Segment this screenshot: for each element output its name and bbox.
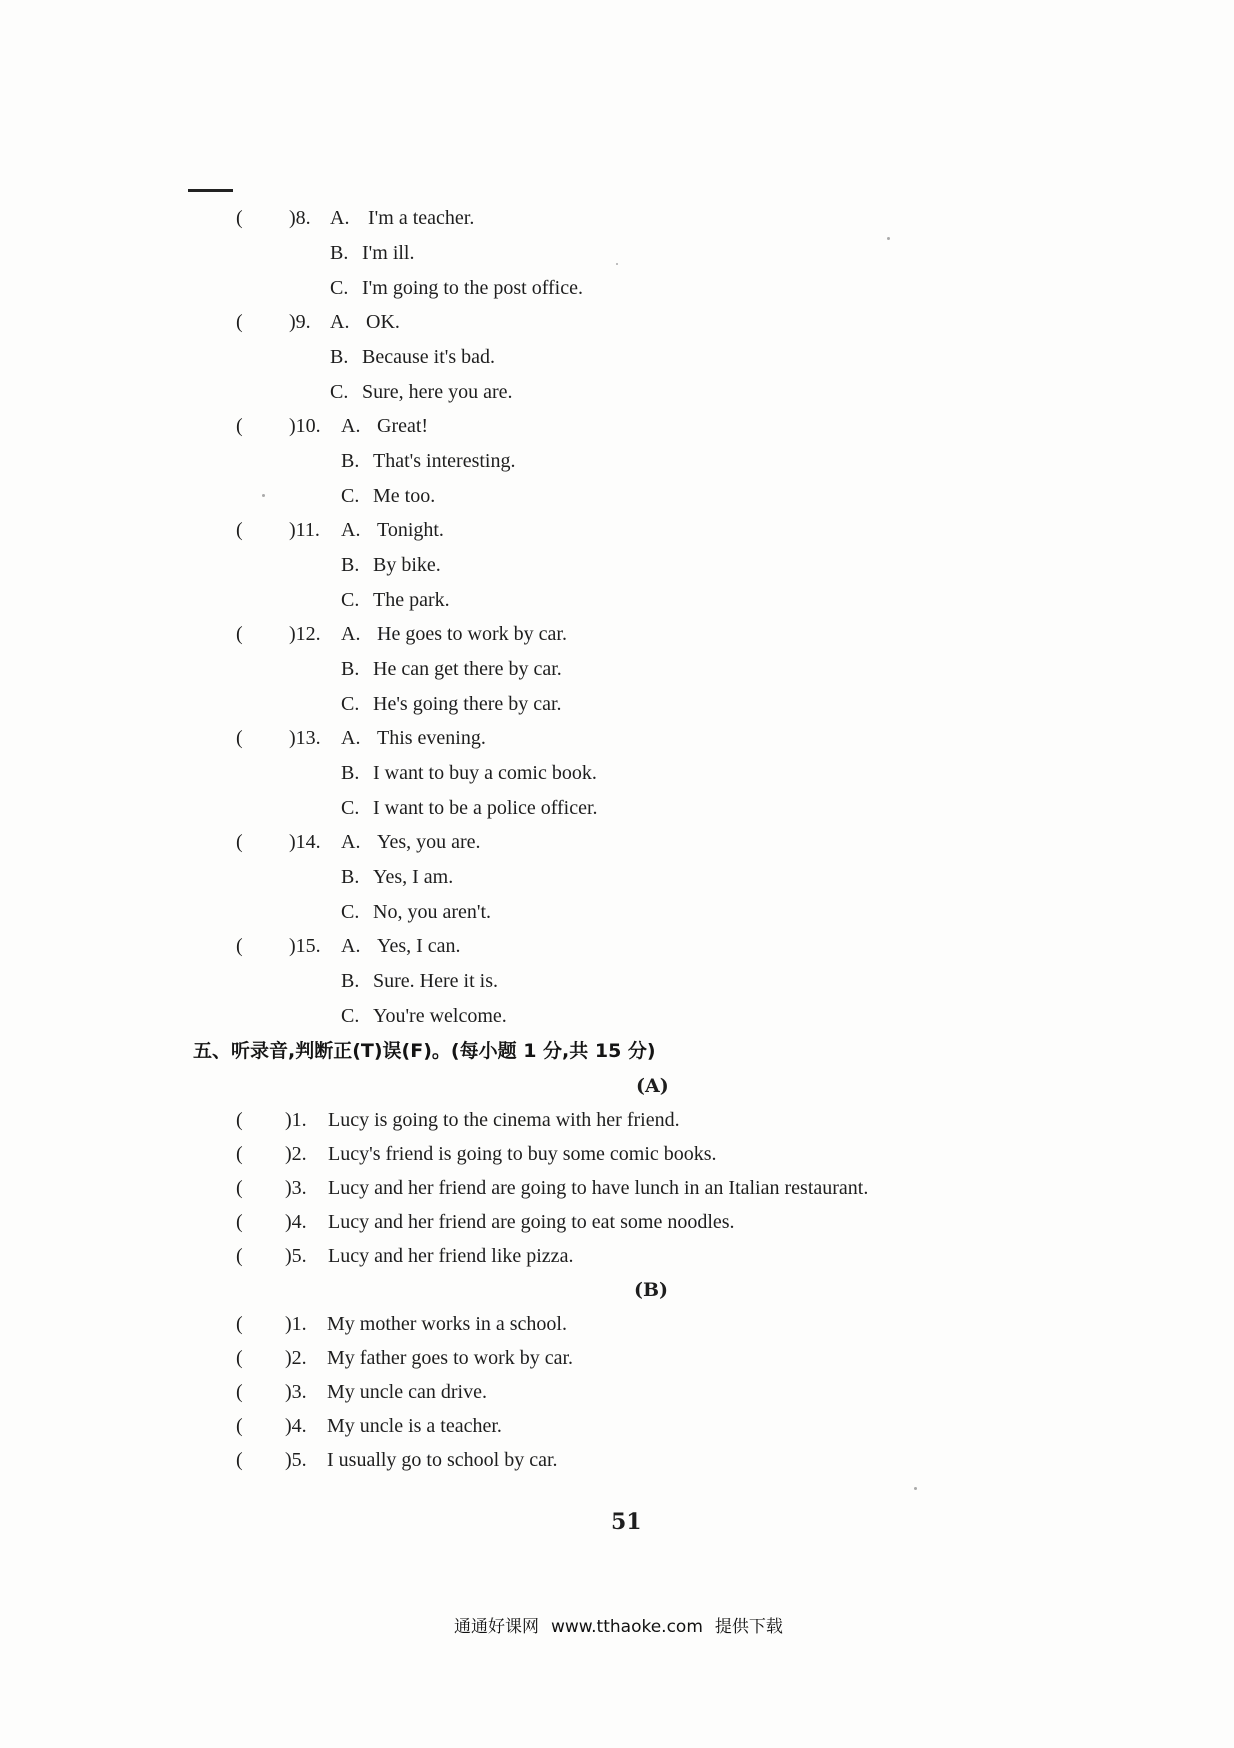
option-text: He can get there by car. [373,658,562,680]
option-text: Yes, you are. [377,831,481,853]
statement-text: My father goes to work by car. [327,1347,574,1369]
option-letter: A. [341,519,361,541]
answer-paren: ( [236,207,243,229]
question-number: )8. [289,207,311,229]
item-number: )2. [285,1347,307,1369]
question-number: )12. [289,623,321,645]
option-letter: B. [341,866,360,888]
answer-paren: ( [236,1313,243,1335]
option-letter: B. [341,970,360,992]
option-letter: B. [341,762,360,784]
answer-paren: ( [236,1415,243,1437]
option-letter: A. [330,207,350,229]
option-letter: A. [330,311,350,333]
option-text: Yes, I can. [377,935,461,957]
answer-paren: ( [236,1245,243,1267]
answer-paren: ( [236,623,243,645]
answer-paren: ( [236,1347,243,1369]
option-text: I'm going to the post office. [362,277,583,299]
option-letter: C. [341,589,360,611]
item-number: )1. [285,1109,307,1131]
option-letter: B. [341,658,360,680]
answer-paren: ( [236,1177,243,1199]
option-letter: C. [330,381,349,403]
option-text: The park. [373,589,450,611]
answer-paren: ( [236,519,243,541]
item-number: )1. [285,1313,307,1335]
scan-speck [887,237,890,240]
item-number: )2. [285,1143,307,1165]
option-text: Yes, I am. [373,866,454,888]
statement-text: Lucy and her friend are going to have lunch in an Italian restaurant. [328,1177,869,1199]
answer-paren: ( [236,1381,243,1403]
item-number: )5. [285,1449,307,1471]
scan-speck [914,1487,917,1490]
footer-note: 提供下载 [714,1617,783,1637]
statement-text: Lucy's friend is going to buy some comic books. [328,1143,717,1165]
question-number: )11. [289,519,320,541]
option-text: OK. [366,311,400,333]
statement-text: My uncle is a teacher. [327,1415,502,1437]
option-letter: A. [341,727,361,749]
question-number: )15. [289,935,321,957]
corner-rule [188,189,233,192]
option-text: Great! [377,415,429,437]
option-letter: C. [341,485,360,507]
item-number: )4. [285,1415,307,1437]
option-text: Sure, here you are. [362,381,513,403]
answer-paren: ( [236,831,243,853]
answer-paren: ( [236,415,243,437]
footer-url[interactable]: www.tthaoke.com [551,1617,703,1637]
answer-paren: ( [236,1109,243,1131]
question-number: )9. [289,311,311,333]
option-text: No, you aren't. [373,901,492,923]
answer-paren: ( [236,935,243,957]
option-letter: A. [341,831,361,853]
option-text: By bike. [373,554,441,576]
option-letter: C. [341,1005,360,1027]
item-number: )3. [285,1381,307,1403]
footer-credit [454,1612,783,1637]
statement-text: Lucy and her friend like pizza. [328,1245,574,1267]
option-text: Me too. [373,485,436,507]
option-text: This evening. [377,727,486,749]
option-letter: A. [341,623,361,645]
scan-speck [262,494,265,497]
item-number: )3. [285,1177,307,1199]
statement-text: My uncle can drive. [327,1381,487,1403]
answer-paren: ( [236,727,243,749]
option-text: I'm ill. [362,242,415,264]
option-text: You're welcome. [373,1005,507,1027]
option-text: I want to buy a comic book. [373,762,597,784]
option-text: He goes to work by car. [377,623,567,645]
item-number: )4. [285,1211,307,1233]
statement-text: Lucy is going to the cinema with her friend. [328,1109,680,1131]
question-number: )14. [289,831,321,853]
option-text: I'm a teacher. [368,207,475,229]
option-letter: C. [341,797,360,819]
option-letter: C. [341,693,360,715]
option-letter: B. [341,450,360,472]
option-text: Because it's bad. [362,346,496,368]
option-text: I want to be a police officer. [373,797,598,819]
item-number: )5. [285,1245,307,1267]
option-letter: B. [341,554,360,576]
part-b-heading: (B) [634,1279,669,1301]
option-text: Tonight. [377,519,444,541]
statement-text: Lucy and her friend are going to eat some noodles. [328,1211,735,1233]
question-number: )10. [289,415,321,437]
statement-text: My mother works in a school. [327,1313,567,1335]
option-letter: B. [330,242,349,264]
option-text: He's going there by car. [373,693,562,715]
answer-paren: ( [236,1211,243,1233]
option-letter: A. [341,415,361,437]
answer-paren: ( [236,1143,243,1165]
option-letter: C. [341,901,360,923]
part-a-heading: (A) [636,1075,669,1097]
option-text: Sure. Here it is. [373,970,498,992]
section-title: 五、听录音,判断正(T)误(F)。(每小题 1 分,共 15 分) [193,1040,656,1062]
answer-paren: ( [236,1449,243,1471]
footer-site-name: 通通好课网 [454,1617,539,1637]
option-letter: A. [341,935,361,957]
option-letter: C. [330,277,349,299]
answer-paren: ( [236,311,243,333]
scan-speck [616,263,618,265]
option-text: That's interesting. [373,450,516,472]
page-number: 51 [611,1509,642,1535]
statement-text: I usually go to school by car. [327,1449,558,1471]
question-number: )13. [289,727,321,749]
option-letter: B. [330,346,349,368]
